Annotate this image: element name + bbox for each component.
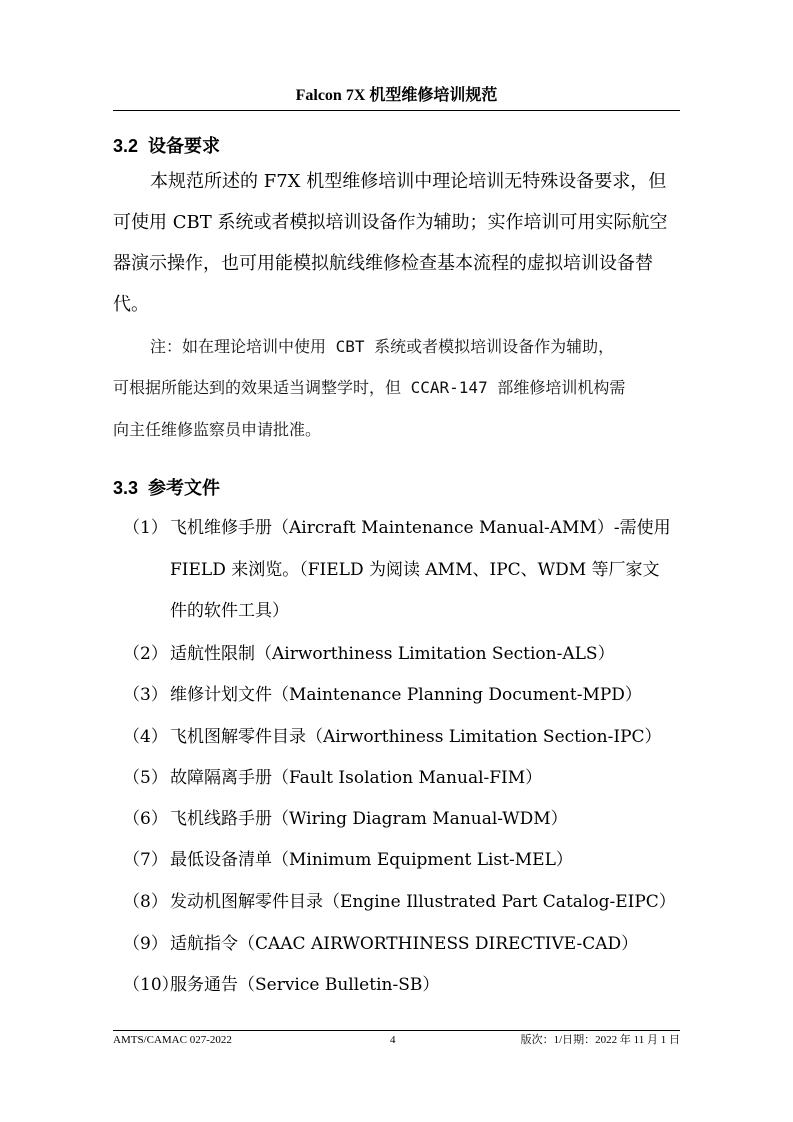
section-title: 参考文件 — [148, 478, 221, 498]
footer-doc-id: AMTS/CAMAC 027-2022 — [113, 1034, 232, 1046]
reference-number: （2） — [123, 644, 168, 664]
note-line: 向主任维修监察员申请批准。 — [113, 420, 322, 439]
reference-number: （10） — [123, 975, 179, 995]
reference-number: （7） — [123, 850, 168, 870]
note-line: 可根据所能达到的效果适当调整学时，但 CCAR-147 部维修培训机构需 — [113, 378, 626, 397]
reference-number: （5） — [123, 768, 168, 788]
paragraph-line: 代。 — [113, 294, 149, 315]
note-line: 注：如在理论培训中使用 CBT 系统或者模拟培训设备作为辅助， — [150, 337, 615, 356]
footer-version: 版次：1/日期：2022 年 11 月 1 日 — [520, 1034, 680, 1046]
paragraph-line: 器演示操作，也可用能模拟航线维修检查基本流程的虚拟培训设备替 — [113, 253, 653, 274]
reference-number: （3） — [123, 685, 168, 705]
paragraph-line: 本规范所述的 F7X 机型维修培训中理论培训无特殊设备要求，但 — [150, 171, 667, 192]
reference-text: 最低设备清单（Minimum Equipment List-MEL） — [170, 850, 573, 870]
header-rule — [113, 110, 680, 111]
reference-text: 故障隔离手册（Fault Isolation Manual-FIM） — [170, 768, 543, 788]
reference-text: 发动机图解零件目录（Engine Illustrated Part Catalog-EIPC） — [170, 892, 676, 912]
section-title: 设备要求 — [148, 136, 221, 156]
reference-text: 维修计划文件（Maintenance Planning Document-MPD） — [170, 685, 642, 705]
reference-text: 服务通告（Service Bulletin-SB） — [170, 975, 440, 995]
reference-number: （9） — [123, 934, 168, 954]
paragraph-line: 可使用 CBT 系统或者模拟培训设备作为辅助；实作培训可用实际航空 — [113, 212, 668, 233]
section-3-2-heading — [113, 134, 220, 158]
reference-text: 适航性限制（Airworthiness Limitation Section-ALS） — [170, 644, 615, 664]
reference-continuation: FIELD 来浏览。（FIELD 为阅读 AMM、IPC、WDM 等厂家文 — [170, 560, 660, 580]
reference-number: （6） — [123, 809, 168, 829]
section-number: 3.2 — [113, 136, 139, 156]
page-footer — [113, 1033, 680, 1049]
section-number: 3.3 — [113, 478, 139, 498]
reference-text: 适航指令（CAAC AIRWORTHINESS DIRECTIVE-CAD） — [170, 934, 639, 954]
reference-number: （4） — [123, 727, 168, 747]
reference-text: 飞机图解零件目录（Airworthiness Limitation Section-IPC） — [170, 727, 662, 747]
footer-rule — [113, 1030, 680, 1031]
reference-number: （8） — [123, 892, 168, 912]
footer-page-number: 4 — [390, 1034, 396, 1046]
section-3-3-heading — [113, 476, 220, 500]
reference-text: 飞机线路手册（Wiring Diagram Manual-WDM） — [170, 809, 568, 829]
reference-continuation: 件的软件工具） — [170, 601, 289, 621]
running-header: Falcon 7X 机型维修培训规范 — [295, 87, 498, 104]
reference-number: （1） — [123, 518, 168, 538]
reference-text: 飞机维修手册（Aircraft Maintenance Manual-AMM）-需使用 — [170, 518, 671, 538]
